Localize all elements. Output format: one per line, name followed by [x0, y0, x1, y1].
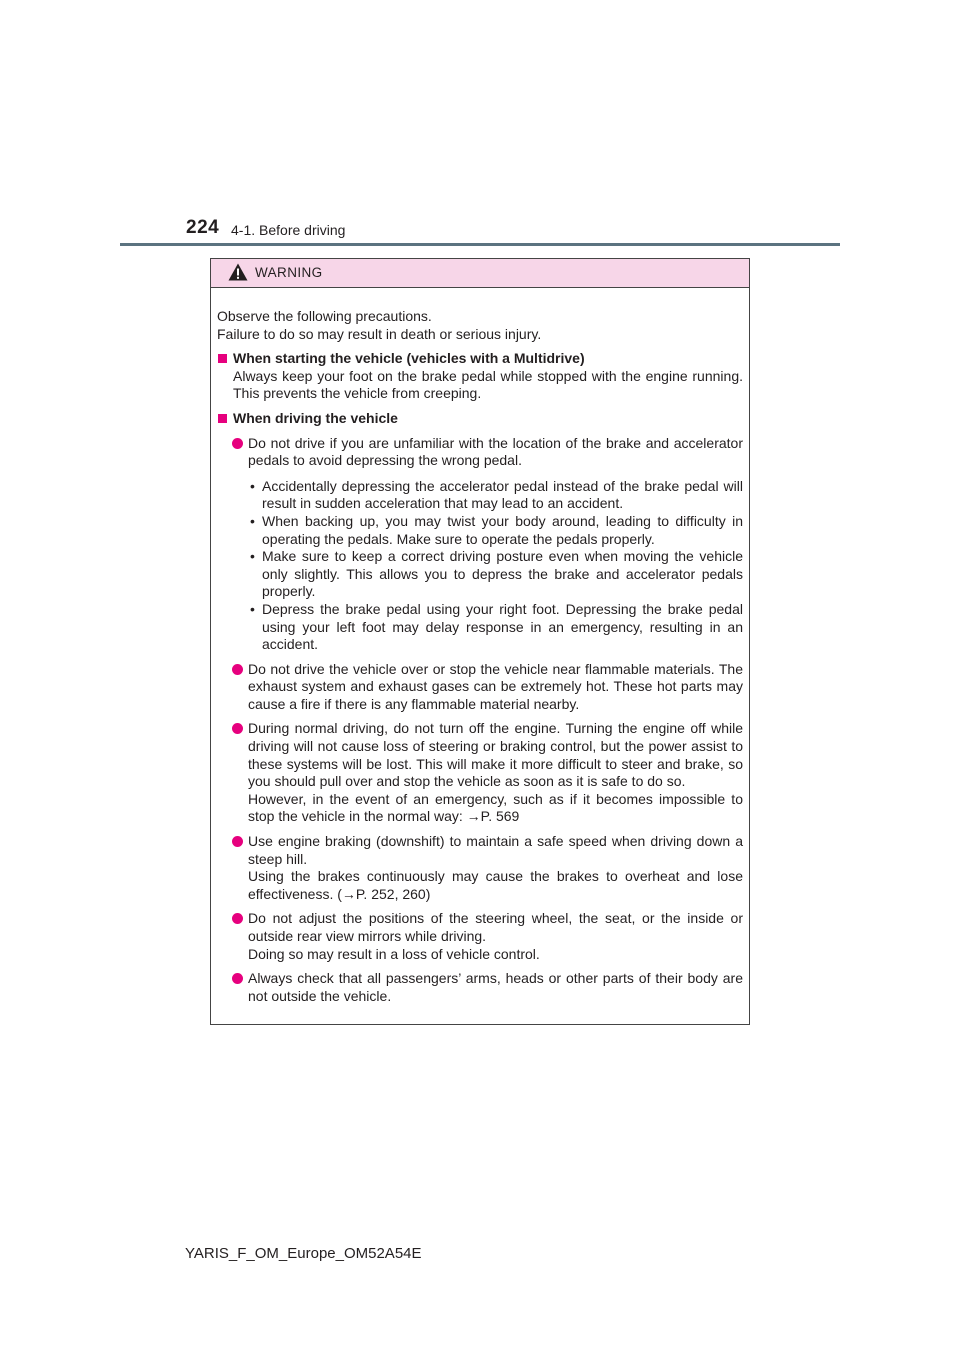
sub-item — [248, 513, 743, 548]
bullet-text: Do not drive the vehicle over or stop the vehicle near flammable materials. The exhaust system and exhaust gases can be extremely hot. These hot parts may cause a fire if there is any flammable material nearby. — [248, 660, 743, 712]
bullet-text: However, in the event of an emergency, such as if it becomes impossible to stop the vehicle in the normal way: →P. 569 — [248, 790, 743, 825]
bullet-item — [217, 435, 743, 654]
circle-bullet-icon — [232, 973, 243, 984]
square-bullet-icon — [218, 354, 227, 363]
sub-bullet-mark: • — [250, 600, 255, 617]
section-heading — [217, 410, 743, 428]
bullet-text: Use engine braking (downshift) to maintain a safe speed when driving down a steep hill. — [248, 833, 743, 867]
warning-box — [210, 258, 750, 1025]
section-text: Always keep your foot on the brake pedal while stopped with the engine running. This prevents the vehicle from creeping. — [233, 367, 743, 402]
sub-item-text: Accidentally depressing the accelerator pedal instead of the brake pedal will result in sudden acceleration that may lead to an accident. — [262, 477, 743, 512]
sub-bullet-mark: • — [250, 512, 255, 529]
circle-bullet-icon — [232, 913, 243, 924]
bullet-item — [217, 720, 743, 826]
sub-item-text: Depress the brake pedal using your right foot. Depressing the brake pedal using your left foot may delay response in an emergency, resulting in an accident. — [262, 600, 743, 653]
warning-body — [211, 288, 749, 1024]
bullet-item — [217, 970, 743, 1005]
warning-header — [211, 259, 749, 288]
sub-bullet-mark: • — [250, 548, 255, 565]
sub-item-text: When backing up, you may twist your body around, leading to difficulty in operating the pedals. Make sure to operate the pedals properly. — [262, 512, 743, 547]
bullet-text: Always check that all passengers’ arms, heads or other parts of their body are not outside the vehicle. — [248, 970, 743, 1004]
circle-bullet-icon — [232, 723, 243, 734]
bullet-item — [217, 910, 743, 963]
warning-title: WARNING — [255, 265, 323, 280]
sub-item — [248, 548, 743, 601]
bullet-text: Do not adjust the positions of the steering wheel, the seat, or the inside or outside rear view mirrors while driving. — [248, 910, 743, 944]
circle-bullet-icon — [232, 664, 243, 675]
bullet-text: During normal driving, do not turn off the engine. Turning the engine off while driving will not cause loss of steering or braking control, but the power assist to these systems will be lost. This will make it more difficult to steer and brake, so you should pull over and stop the vehicle as soon as it is safe to do so. — [248, 720, 743, 790]
circle-bullet-icon — [232, 836, 243, 847]
page-number: 224 — [186, 217, 220, 238]
header-rule — [120, 243, 840, 246]
warning-triangle-icon — [228, 263, 248, 281]
intro-line: Observe the following precautions. — [217, 308, 432, 324]
section-heading — [217, 350, 743, 368]
bullet-text: Using the brakes continuously may cause the brakes to overheat and lose effectiveness. (→P. 252, 260) — [248, 868, 743, 902]
section-heading-text: When driving the vehicle — [233, 409, 398, 426]
circle-bullet-icon — [232, 438, 243, 449]
bullet-item — [217, 661, 743, 714]
sub-bullet-mark: • — [250, 477, 255, 494]
square-bullet-icon — [218, 414, 227, 423]
intro-line: Failure to do so may result in death or serious injury. — [217, 325, 542, 342]
section-heading-text: When starting the vehicle (vehicles with a Multidrive) — [233, 350, 585, 367]
bullet-text: Do not drive if you are unfamiliar with the location of the brake and accelerator pedals to avoid depressing the wrong pedal. — [248, 434, 743, 469]
section-title: 4-1. Before driving — [231, 222, 346, 238]
footer-document-code: YARIS_F_OM_Europe_OM52A54E — [185, 1245, 422, 1262]
sub-list — [248, 478, 743, 654]
sub-item — [248, 601, 743, 654]
sub-item — [248, 478, 743, 513]
sub-item-text: Make sure to keep a correct driving posture even when moving the vehicle only slightly. This allows you to depress the brake and accelerator pedals properly. — [262, 548, 743, 600]
bullet-text: Doing so may result in a loss of vehicle control. — [248, 945, 540, 962]
bullet-item — [217, 833, 743, 903]
